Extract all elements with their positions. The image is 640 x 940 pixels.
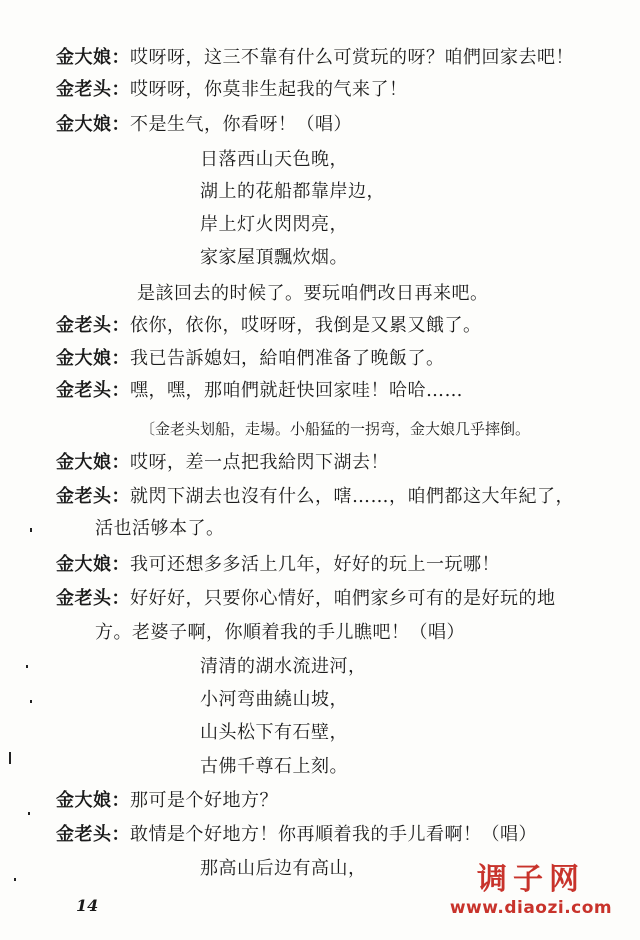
verse-line xyxy=(200,149,348,171)
verse-line xyxy=(200,722,348,744)
line-text: 日落西山天色晚， xyxy=(200,149,348,170)
line-text: 不是生气，你看呀！（唱） xyxy=(130,114,352,135)
speaker-label: 金大娘： xyxy=(56,452,130,473)
scan-speck xyxy=(14,878,16,881)
line-text: 哎呀，差一点把我給閃下湖去！ xyxy=(130,452,389,473)
line-text: 〔金老头划船，走場。小船猛的一拐弯，金大娘几乎摔倒。 xyxy=(140,420,531,438)
verse-line xyxy=(200,689,348,711)
line-text: 岸上灯火閃閃亮， xyxy=(200,214,348,235)
dialogue-line xyxy=(56,824,537,846)
dialogue-line xyxy=(56,486,574,508)
line-text: 山头松下有石壁， xyxy=(200,722,348,743)
line-text: 小河弯曲繞山坡， xyxy=(200,689,348,710)
scan-speck xyxy=(30,528,32,532)
verse-line xyxy=(200,858,367,880)
line-text: 那高山后边有高山， xyxy=(200,858,367,879)
scan-speck xyxy=(30,700,32,703)
line-text: 活也活够本了。 xyxy=(95,518,225,539)
stage-direction xyxy=(140,418,530,440)
dialogue-line xyxy=(56,114,352,136)
dialogue-line xyxy=(56,790,278,812)
line-text: 敢情是个好地方！你再順着我的手儿看啊！（唱） xyxy=(130,824,537,845)
line-text: 家家屋頂飄炊烟。 xyxy=(200,247,348,268)
line-text: 哎呀呀，你莫非生起我的气来了！ xyxy=(130,79,408,100)
line-text: 就閃下湖去也沒有什么，嗐……，咱們都这大年紀了， xyxy=(130,486,574,507)
speaker-label: 金大娘： xyxy=(56,554,130,575)
speaker-label: 金老头： xyxy=(56,380,130,401)
speaker-label: 金大娘： xyxy=(56,114,130,135)
line-text: 方。老婆子啊，你順着我的手儿瞧吧！（唱） xyxy=(95,622,465,643)
verse-line xyxy=(200,656,367,678)
dialogue-line xyxy=(56,47,574,69)
line-text: 我可还想多多活上几年，好好的玩上一玩哪！ xyxy=(130,554,500,575)
dialogue-line xyxy=(56,452,389,474)
dialogue-line xyxy=(56,348,445,370)
line-text: 我已告訴媳妇，給咱們准备了晚飯了。 xyxy=(130,348,445,369)
verse-line xyxy=(200,756,348,778)
dialogue-continuation xyxy=(137,283,489,305)
dialogue-continuation xyxy=(95,622,465,644)
speaker-label: 金老头： xyxy=(56,315,130,336)
dialogue-line xyxy=(56,315,482,337)
verse-line xyxy=(200,214,348,236)
line-text: 湖上的花船都靠岸边， xyxy=(200,181,385,202)
watermark-title: 调子网 xyxy=(477,862,585,897)
speaker-label: 金大娘： xyxy=(56,348,130,369)
line-text: 哎呀呀，这三不靠有什么可赏玩的呀？咱們回家去吧！ xyxy=(130,47,574,68)
speaker-label: 金老头： xyxy=(56,588,130,609)
speaker-label: 金老头： xyxy=(56,486,130,507)
page-number: 14 xyxy=(76,896,99,915)
speaker-label: 金老头： xyxy=(56,79,130,100)
dialogue-line xyxy=(56,380,463,402)
watermark xyxy=(436,862,626,918)
dialogue-line xyxy=(56,79,408,101)
line-text: 那可是个好地方？ xyxy=(130,790,278,811)
verse-line xyxy=(200,247,348,269)
speaker-label: 金大娘： xyxy=(56,47,130,68)
speaker-label: 金老头： xyxy=(56,824,130,845)
dialogue-line xyxy=(56,554,500,576)
speaker-label: 金大娘： xyxy=(56,790,130,811)
line-text: 好好好，只要你心情好，咱們家乡可有的是好玩的地 xyxy=(130,588,556,609)
dialogue-continuation xyxy=(95,518,225,540)
dialogue-line xyxy=(56,588,556,610)
line-text: 古佛千尊石上刻。 xyxy=(200,756,348,777)
line-text: 嘿，嘿，那咱們就赶快回家哇！哈哈…… xyxy=(130,380,463,401)
watermark-url: www.diaozi.com xyxy=(449,898,613,918)
scan-speck xyxy=(26,665,28,668)
scan-speck xyxy=(9,752,11,764)
line-text: 清清的湖水流进河， xyxy=(200,656,367,677)
scan-speck xyxy=(28,812,30,815)
line-text: 依你，依你，哎呀呀，我倒是又累又餓了。 xyxy=(130,315,482,336)
line-text: 是該回去的时候了。要玩咱們改日再来吧。 xyxy=(137,283,489,304)
verse-line xyxy=(200,181,385,203)
